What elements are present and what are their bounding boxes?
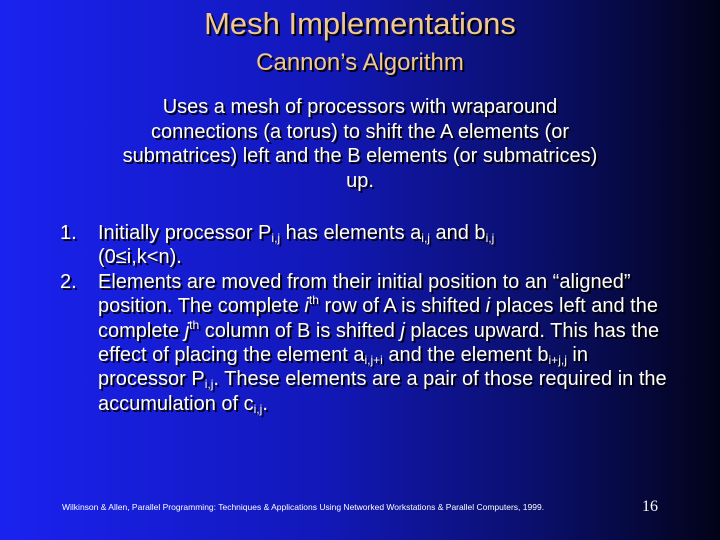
text-run: Initially processor P (98, 222, 272, 244)
text-run: places upward. This has the effect of placing the element a (98, 319, 660, 367)
superscript: th (308, 293, 319, 308)
text-run: . These elements are a pair of those required in the accumulation of c (98, 368, 667, 415)
text-run: Elements are moved from their initial position to an “aligned” position. The complete (98, 270, 631, 318)
subscript: i,j (485, 231, 495, 245)
text-run: has elements a (280, 222, 422, 244)
page-number: 16 (642, 498, 658, 515)
text-run: (0 (98, 246, 116, 269)
italic-var: j (400, 319, 405, 342)
slide-title: Mesh Implementations (204, 6, 516, 41)
footer-citation: Wilkinson & Allen, Parallel Programming: Techniques & Applications Using Networked Workstations & Parallel Computers, 1999. (62, 502, 545, 512)
list-item-text (98, 270, 675, 416)
list-item (60, 221, 675, 270)
text-run: column of B is shifted (199, 319, 401, 342)
subscript: i,j+i (364, 353, 383, 368)
list-item (60, 270, 675, 416)
superscript: th (189, 317, 200, 332)
slide-subtitle: Cannon’s Algorithm (256, 49, 464, 76)
text-run: places left and the complete (98, 295, 658, 342)
subscript: i,j (271, 231, 281, 245)
italic-var: j (184, 319, 190, 342)
intro-paragraph: Uses a mesh of processors with wraparound connections (a torus) to shift the A elements (or submatrices) left and the B elements (or submatrices) up. (122, 96, 598, 192)
list-item-number: 2. (60, 270, 77, 293)
italic-var: i (304, 295, 309, 318)
list-item-text (98, 221, 675, 270)
text-run: in processor P (98, 344, 588, 391)
list-item-number: 1. (60, 222, 77, 244)
text-run: row of A is shifted (318, 295, 486, 318)
subscript: i,j (204, 377, 214, 392)
text-run: and the element b (382, 344, 549, 367)
italic-var: i (485, 295, 491, 318)
numbered-list (60, 221, 675, 416)
subscript: i,j (421, 231, 430, 245)
text-run: . (262, 392, 268, 415)
leq-symbol: ≤ (115, 246, 127, 269)
text-run: i,k<n). (126, 246, 182, 269)
subscript: i+j,j (548, 353, 567, 368)
text-run: and b (429, 222, 486, 244)
subscript: i,j (253, 401, 263, 416)
